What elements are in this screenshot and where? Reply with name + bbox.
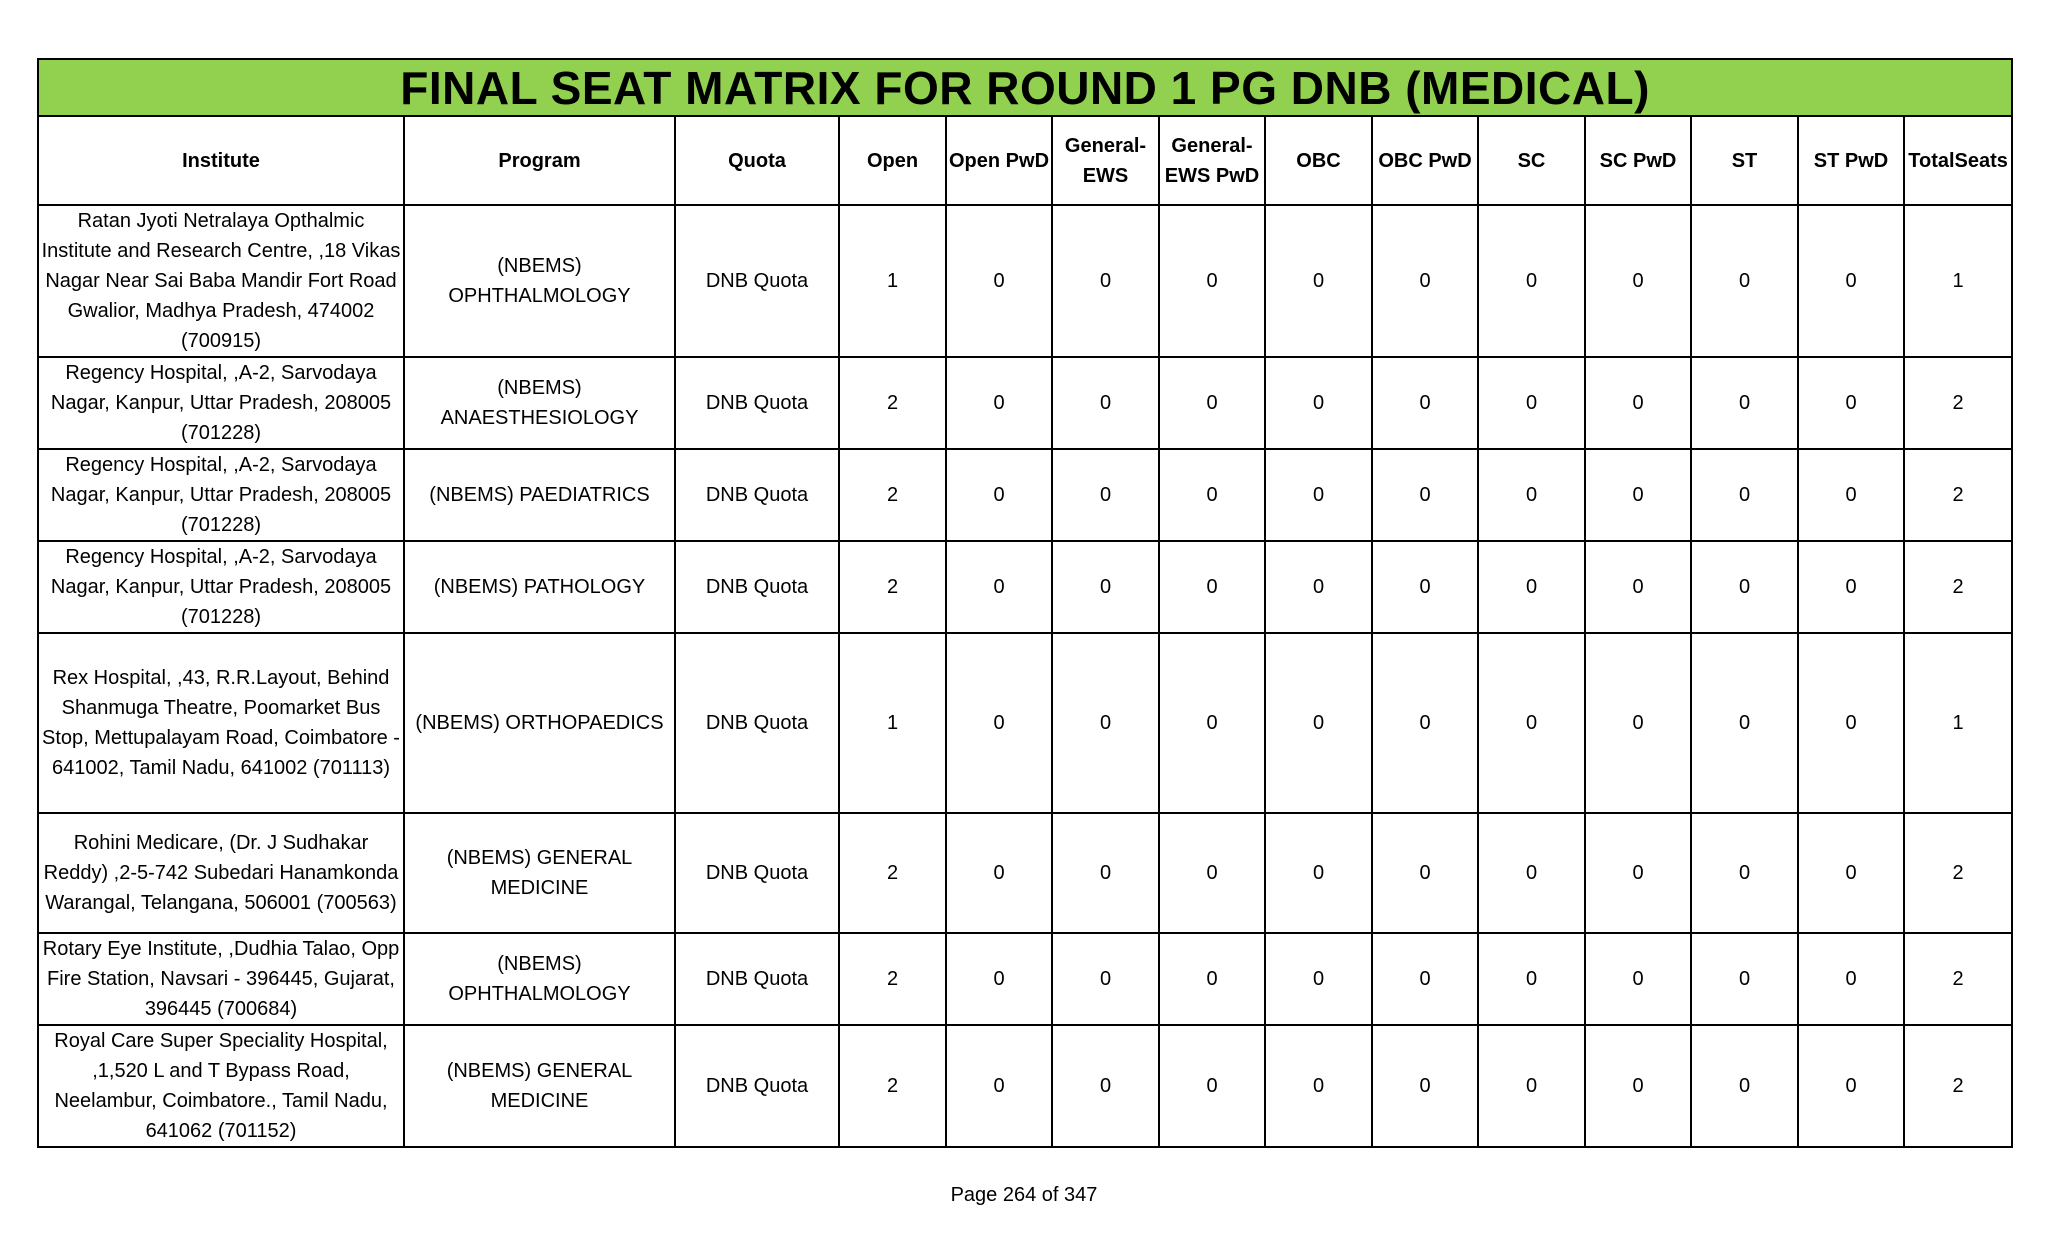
open-cell: 2 [839, 541, 946, 633]
sc-cell: 0 [1478, 1025, 1585, 1147]
table-row [38, 541, 2012, 633]
open-pwd-cell: 0 [946, 633, 1052, 813]
st-pwd-cell: 0 [1798, 1025, 1904, 1147]
st-pwd-cell: 0 [1798, 633, 1904, 813]
program-cell: (NBEMS) GENERAL MEDICINE [404, 1025, 675, 1147]
open-pwd-cell: 0 [946, 933, 1052, 1025]
general-ews-pwd-cell: 0 [1159, 449, 1265, 541]
quota-cell: DNB Quota [675, 933, 839, 1025]
program-cell: (NBEMS) OPHTHALMOLOGY [404, 933, 675, 1025]
st-pwd-cell: 0 [1798, 933, 1904, 1025]
obc-cell: 0 [1265, 1025, 1372, 1147]
obc-cell: 0 [1265, 205, 1372, 357]
st-pwd-cell: 0 [1798, 813, 1904, 933]
column-header: Open PwD [946, 116, 1052, 205]
st-cell: 0 [1691, 205, 1798, 357]
general-ews-cell: 0 [1052, 813, 1159, 933]
institute-cell: Rotary Eye Institute, ,Dudhia Talao, Opp Fire Station, Navsari - 396445, Gujarat, 396445 (700684) [38, 933, 404, 1025]
general-ews-pwd-cell: 0 [1159, 357, 1265, 449]
quota-cell: DNB Quota [675, 1025, 839, 1147]
obc-pwd-cell: 0 [1372, 205, 1478, 357]
institute-cell: Royal Care Super Speciality Hospital, ,1,520 L and T Bypass Road, Neelambur, Coimbatore., Tamil Nadu, 641062 (701152) [38, 1025, 404, 1147]
table-row [38, 205, 2012, 357]
sc-pwd-cell: 0 [1585, 633, 1691, 813]
general-ews-cell: 0 [1052, 357, 1159, 449]
sc-cell: 0 [1478, 813, 1585, 933]
open-cell: 1 [839, 205, 946, 357]
sc-pwd-cell: 0 [1585, 205, 1691, 357]
obc-cell: 0 [1265, 357, 1372, 449]
program-cell: (NBEMS) OPHTHALMOLOGY [404, 205, 675, 357]
st-pwd-cell: 0 [1798, 357, 1904, 449]
page-title: FINAL SEAT MATRIX FOR ROUND 1 PG DNB (MEDICAL) [38, 59, 2012, 116]
column-header: Quota [675, 116, 839, 205]
obc-pwd-cell: 0 [1372, 633, 1478, 813]
sc-pwd-cell: 0 [1585, 1025, 1691, 1147]
total-seats-cell: 2 [1904, 357, 2012, 449]
obc-pwd-cell: 0 [1372, 933, 1478, 1025]
open-pwd-cell: 0 [946, 449, 1052, 541]
institute-cell: Regency Hospital, ,A-2, Sarvodaya Nagar, Kanpur, Uttar Pradesh, 208005 (701228) [38, 357, 404, 449]
obc-pwd-cell: 0 [1372, 541, 1478, 633]
general-ews-pwd-cell: 0 [1159, 633, 1265, 813]
open-cell: 2 [839, 1025, 946, 1147]
sc-pwd-cell: 0 [1585, 813, 1691, 933]
total-seats-cell: 2 [1904, 449, 2012, 541]
table-row [38, 813, 2012, 933]
sc-pwd-cell: 0 [1585, 541, 1691, 633]
obc-cell: 0 [1265, 541, 1372, 633]
program-cell: (NBEMS) ORTHOPAEDICS [404, 633, 675, 813]
open-cell: 2 [839, 813, 946, 933]
general-ews-cell: 0 [1052, 633, 1159, 813]
sc-cell: 0 [1478, 449, 1585, 541]
quota-cell: DNB Quota [675, 541, 839, 633]
general-ews-cell: 0 [1052, 1025, 1159, 1147]
column-header: SC [1478, 116, 1585, 205]
quota-cell: DNB Quota [675, 205, 839, 357]
st-cell: 0 [1691, 357, 1798, 449]
column-header: Institute [38, 116, 404, 205]
obc-pwd-cell: 0 [1372, 813, 1478, 933]
program-cell: (NBEMS) GENERAL MEDICINE [404, 813, 675, 933]
total-seats-cell: 1 [1904, 633, 2012, 813]
sc-cell: 0 [1478, 205, 1585, 357]
st-pwd-cell: 0 [1798, 205, 1904, 357]
institute-cell: Ratan Jyoti Netralaya Opthalmic Institute and Research Centre, ,18 Vikas Nagar Near Sai Baba Mandir Fort Road Gwalior, Madhya Pradesh, 474002 (700915) [38, 205, 404, 357]
st-cell: 0 [1691, 933, 1798, 1025]
open-cell: 2 [839, 933, 946, 1025]
quota-cell: DNB Quota [675, 813, 839, 933]
column-header: General-EWS [1052, 116, 1159, 205]
page-number: Page 264 of 347 [950, 1184, 1098, 1206]
general-ews-cell: 0 [1052, 205, 1159, 357]
obc-cell: 0 [1265, 449, 1372, 541]
table-row [38, 357, 2012, 449]
program-cell: (NBEMS) PAEDIATRICS [404, 449, 675, 541]
column-header: General-EWS PwD [1159, 116, 1265, 205]
sc-cell: 0 [1478, 633, 1585, 813]
institute-cell: Rohini Medicare, (Dr. J Sudhakar Reddy) ,2-5-742 Subedari Hanamkonda Warangal, Telangana, 506001 (700563) [38, 813, 404, 933]
sc-cell: 0 [1478, 933, 1585, 1025]
table-row [38, 933, 2012, 1025]
column-header: OBC PwD [1372, 116, 1478, 205]
st-pwd-cell: 0 [1798, 541, 1904, 633]
obc-cell: 0 [1265, 933, 1372, 1025]
column-header: Open [839, 116, 946, 205]
total-seats-cell: 2 [1904, 541, 2012, 633]
obc-cell: 0 [1265, 633, 1372, 813]
open-cell: 2 [839, 449, 946, 541]
open-cell: 1 [839, 633, 946, 813]
table-row [38, 1025, 2012, 1147]
table-row [38, 449, 2012, 541]
st-cell: 0 [1691, 541, 1798, 633]
column-header: SC PwD [1585, 116, 1691, 205]
general-ews-cell: 0 [1052, 933, 1159, 1025]
total-seats-cell: 1 [1904, 205, 2012, 357]
institute-cell: Regency Hospital, ,A-2, Sarvodaya Nagar, Kanpur, Uttar Pradesh, 208005 (701228) [38, 449, 404, 541]
table-row [38, 633, 2012, 813]
obc-pwd-cell: 0 [1372, 449, 1478, 541]
column-header: TotalSeats [1904, 116, 2012, 205]
st-pwd-cell: 0 [1798, 449, 1904, 541]
institute-cell: Rex Hospital, ,43, R.R.Layout, Behind Shanmuga Theatre, Poomarket Bus Stop, Mettupalayam Road, Coimbatore - 641002, Tamil Nadu, 641002 (701113) [38, 633, 404, 813]
column-header: ST PwD [1798, 116, 1904, 205]
open-pwd-cell: 0 [946, 813, 1052, 933]
general-ews-pwd-cell: 0 [1159, 541, 1265, 633]
column-header: Program [404, 116, 675, 205]
obc-cell: 0 [1265, 813, 1372, 933]
sc-pwd-cell: 0 [1585, 933, 1691, 1025]
program-cell: (NBEMS) ANAESTHESIOLOGY [404, 357, 675, 449]
open-pwd-cell: 0 [946, 357, 1052, 449]
st-cell: 0 [1691, 633, 1798, 813]
open-pwd-cell: 0 [946, 205, 1052, 357]
quota-cell: DNB Quota [675, 357, 839, 449]
sc-cell: 0 [1478, 357, 1585, 449]
institute-cell: Regency Hospital, ,A-2, Sarvodaya Nagar, Kanpur, Uttar Pradesh, 208005 (701228) [38, 541, 404, 633]
quota-cell: DNB Quota [675, 449, 839, 541]
quota-cell: DNB Quota [675, 633, 839, 813]
obc-pwd-cell: 0 [1372, 357, 1478, 449]
st-cell: 0 [1691, 449, 1798, 541]
total-seats-cell: 2 [1904, 813, 2012, 933]
st-cell: 0 [1691, 813, 1798, 933]
column-header: OBC [1265, 116, 1372, 205]
general-ews-cell: 0 [1052, 449, 1159, 541]
obc-pwd-cell: 0 [1372, 1025, 1478, 1147]
general-ews-pwd-cell: 0 [1159, 205, 1265, 357]
general-ews-pwd-cell: 0 [1159, 1025, 1265, 1147]
open-pwd-cell: 0 [946, 541, 1052, 633]
total-seats-cell: 2 [1904, 933, 2012, 1025]
open-cell: 2 [839, 357, 946, 449]
general-ews-pwd-cell: 0 [1159, 933, 1265, 1025]
total-seats-cell: 2 [1904, 1025, 2012, 1147]
sc-pwd-cell: 0 [1585, 449, 1691, 541]
open-pwd-cell: 0 [946, 1025, 1052, 1147]
general-ews-pwd-cell: 0 [1159, 813, 1265, 933]
sc-pwd-cell: 0 [1585, 357, 1691, 449]
program-cell: (NBEMS) PATHOLOGY [404, 541, 675, 633]
sc-cell: 0 [1478, 541, 1585, 633]
general-ews-cell: 0 [1052, 541, 1159, 633]
seat-matrix-table [37, 58, 2013, 1148]
st-cell: 0 [1691, 1025, 1798, 1147]
column-header: ST [1691, 116, 1798, 205]
header-row [38, 116, 2012, 205]
